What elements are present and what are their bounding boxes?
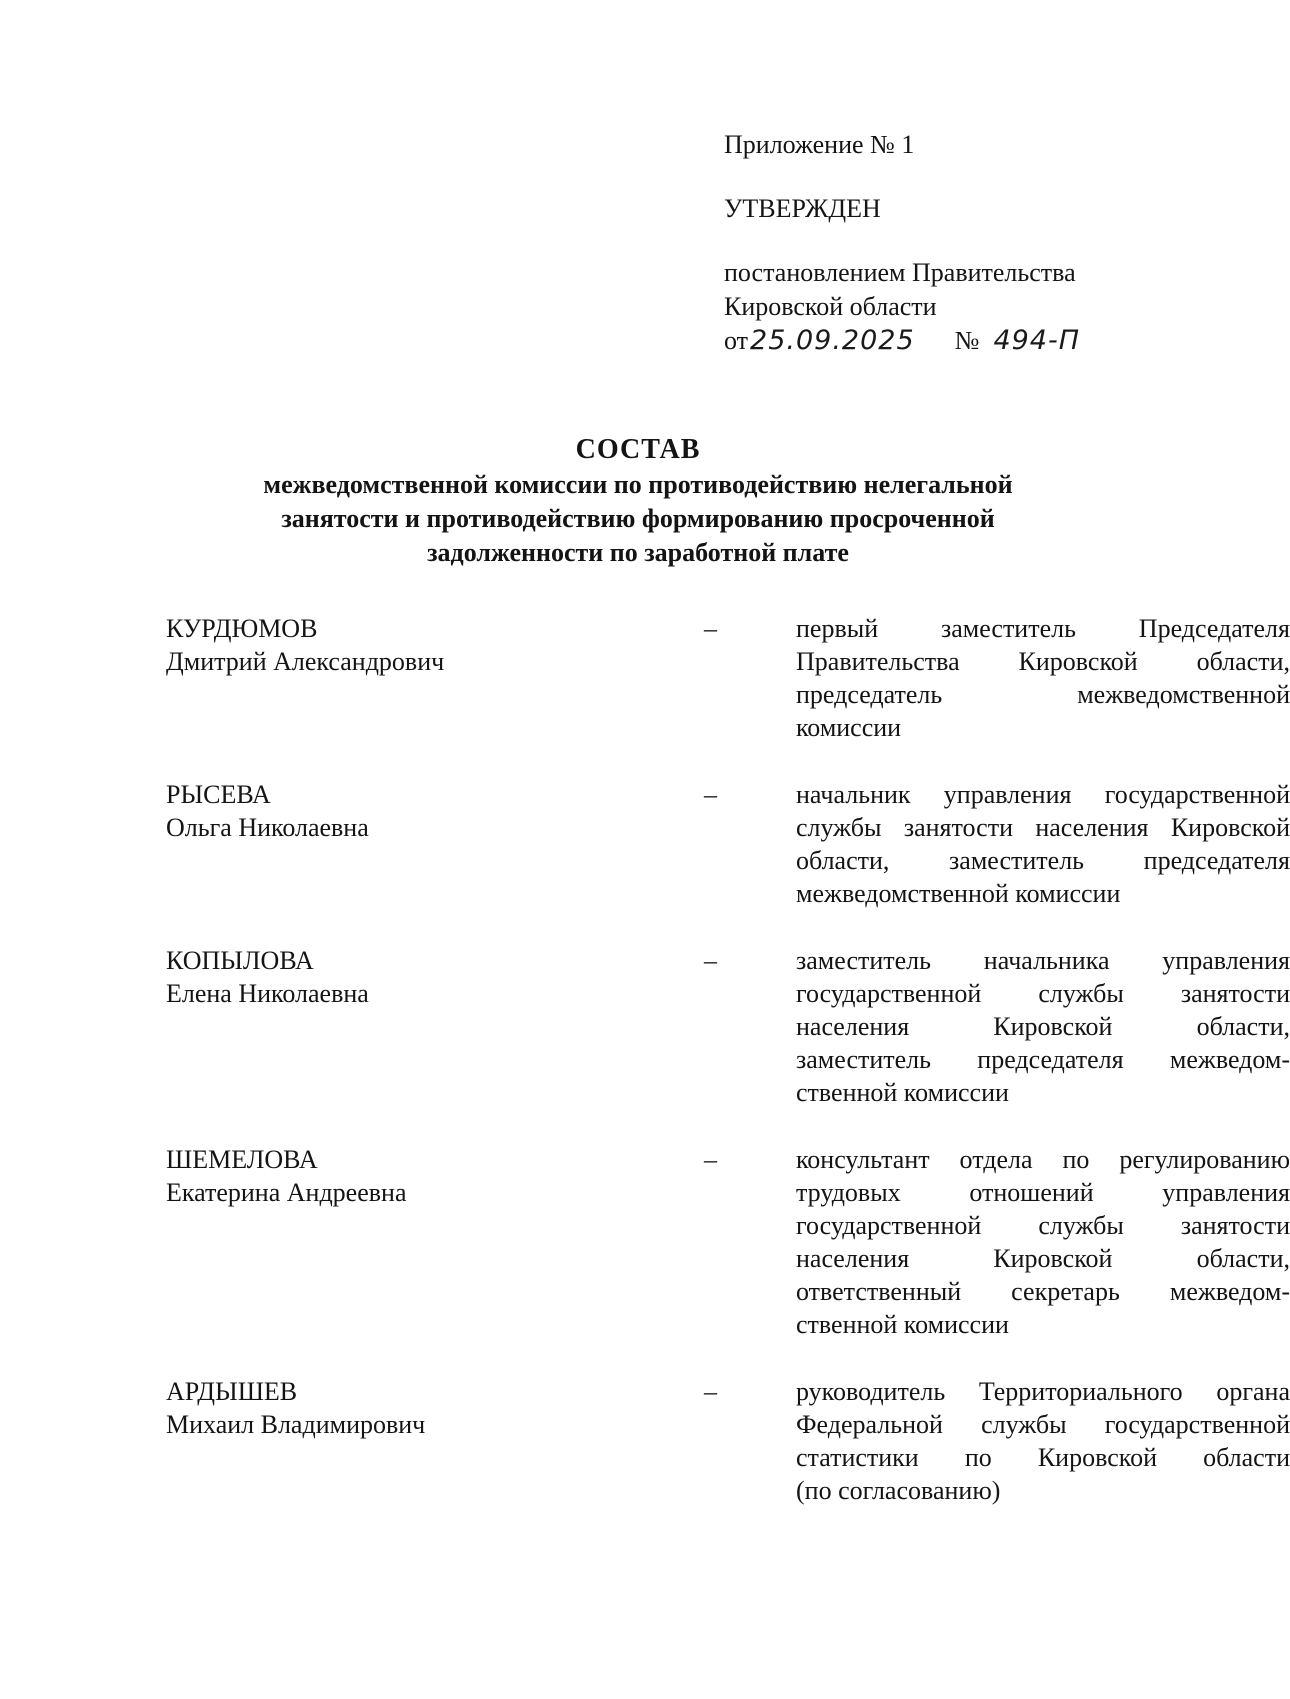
position-line: Правительства Кировской области, [796, 647, 1290, 676]
member-dash: – [704, 614, 717, 643]
member-position [796, 778, 1290, 910]
title-line: занятости и противодействию формированию просроченной [281, 504, 995, 533]
member-row [166, 612, 1290, 744]
member-given-names: Екатерина Андреевна [166, 1178, 407, 1207]
position-line: председатель межведомственной [796, 680, 1290, 709]
member-name [166, 944, 516, 1109]
member-surname: ШЕМЕЛОВА [166, 1145, 318, 1174]
member-dash: – [704, 780, 717, 809]
position-line: статистики по Кировской области [796, 1443, 1290, 1472]
annex-label: Приложение № 1 [724, 130, 915, 159]
member-dash: – [704, 1145, 717, 1174]
member-surname: КУРДЮМОВ [166, 614, 318, 643]
member-row [166, 1375, 1290, 1507]
position-line: государственной службы занятости [796, 1211, 1290, 1240]
member-name [166, 778, 516, 910]
members-list [166, 612, 1290, 1507]
title-line: задолженности по заработной плате [427, 538, 849, 567]
position-line: населения Кировской области, [796, 1012, 1290, 1041]
document-title [150, 432, 1126, 570]
member-position [796, 1143, 1290, 1341]
approval-block [724, 128, 1144, 358]
member-dash: – [704, 946, 717, 975]
position-line: области, заместитель председателя [796, 846, 1290, 875]
position-line: населения Кировской области, [796, 1244, 1290, 1273]
title-subtitle [150, 468, 1126, 570]
title-line: межведомственной комиссии по противодействию нелегальной [263, 470, 1013, 499]
date-prefix: от [724, 326, 749, 355]
position-line: руководитель Территориального органа [796, 1377, 1290, 1406]
position-line: консультант отдела по регулированию [796, 1145, 1290, 1174]
position-line: ственной комиссии [796, 1310, 1009, 1339]
position-line: государственной службы занятости [796, 979, 1290, 1008]
number-prefix: № [954, 326, 980, 355]
position-line: ственной комиссии [796, 1078, 1009, 1107]
member-position [796, 944, 1290, 1109]
member-row [166, 1143, 1290, 1341]
member-surname: КОПЫЛОВА [166, 946, 314, 975]
decree-line-2: Кировской области [724, 292, 937, 321]
decree-line-1: постановлением Правительства [724, 258, 1076, 287]
member-row [166, 778, 1290, 910]
approved-label: УТВЕРЖДЕН [724, 194, 881, 223]
member-position [796, 612, 1290, 744]
position-line: (по согласованию) [796, 1476, 1001, 1505]
position-line: заместитель председателя межведом- [796, 1045, 1290, 1074]
member-surname: РЫСЕВА [166, 780, 271, 809]
member-name [166, 1375, 516, 1507]
position-line: трудовых отношений управления [796, 1178, 1290, 1207]
decree-date-number-line [724, 324, 1144, 358]
title-main: СОСТАВ [575, 434, 701, 465]
member-row [166, 944, 1290, 1109]
handwritten-date: 25.09.2025 [750, 325, 915, 356]
member-given-names: Елена Николаевна [166, 979, 369, 1008]
member-position [796, 1375, 1290, 1507]
position-line: комиссии [796, 713, 902, 742]
handwritten-number: 494-П [993, 325, 1081, 356]
member-given-names: Дмитрий Александрович [166, 647, 445, 676]
position-line: межведомственной комиссии [796, 879, 1121, 908]
position-line: начальник управления государственной [796, 780, 1290, 809]
member-given-names: Михаил Владимирович [166, 1410, 426, 1439]
member-name [166, 612, 516, 744]
position-line: первый заместитель Председателя [796, 614, 1290, 643]
member-name [166, 1143, 516, 1341]
position-line: ответственный секретарь межведом- [796, 1277, 1290, 1306]
member-dash: – [704, 1377, 717, 1406]
member-surname: АРДЫШЕВ [166, 1377, 298, 1406]
position-line: службы занятости населения Кировской [796, 813, 1290, 842]
position-line: заместитель начальника управления [796, 946, 1290, 975]
member-given-names: Ольга Николаевна [166, 813, 369, 842]
position-line: Федеральной службы государственной [796, 1410, 1290, 1439]
